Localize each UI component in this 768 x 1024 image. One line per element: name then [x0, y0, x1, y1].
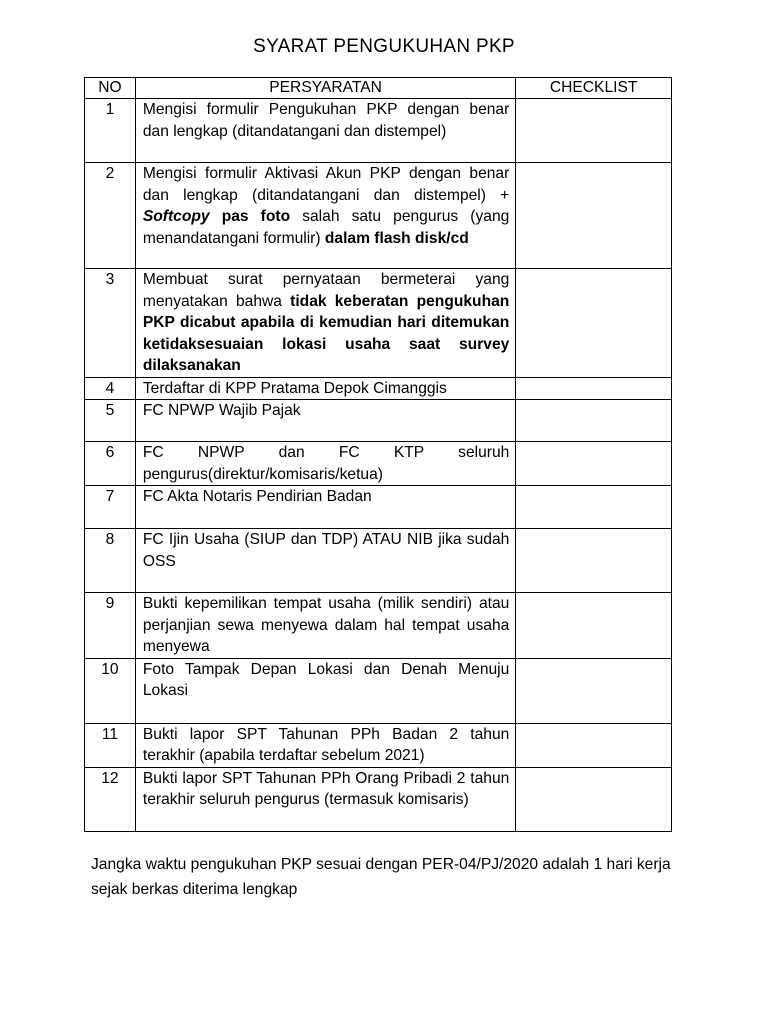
row-number: 7: [85, 486, 136, 529]
table-row: [85, 400, 672, 442]
row-requirement: [135, 486, 515, 529]
checklist-cell[interactable]: [516, 377, 672, 400]
requirement-text: FC Ijin Usaha (SIUP dan TDP) ATAU NIB jika sudah OSS: [142, 531, 510, 570]
requirement-text: pas foto: [209, 208, 291, 225]
table-row: [85, 529, 672, 593]
requirement-text: FC NPWP Wajib Pajak: [142, 402, 301, 419]
row-requirement: [135, 593, 515, 659]
row-requirement: [135, 377, 515, 400]
requirement-text: Foto Tampak Depan Lokasi dan Denah Menuju Lokasi: [142, 660, 510, 699]
row-number: 1: [85, 99, 136, 163]
table-row: [85, 658, 672, 723]
requirement-text: Softcopy: [142, 208, 210, 225]
checklist-cell[interactable]: [516, 163, 672, 269]
requirement-text: dalam flash disk/cd: [324, 229, 469, 247]
header-requirement: PERSYARATAN: [135, 78, 515, 99]
row-number: 12: [85, 767, 136, 831]
table-header-row: [85, 78, 672, 99]
table-row: [85, 163, 672, 269]
requirement-text: Terdaftar di KPP Pratama Depok Cimanggis: [142, 379, 447, 397]
row-number: 4: [85, 377, 136, 400]
checklist-cell[interactable]: [516, 593, 672, 659]
requirement-text: Bukti lapor SPT Tahunan PPh Badan 2 tahun terakhir (apabila terdaftar sebelum 2021): [142, 725, 510, 764]
row-requirement: [135, 442, 515, 486]
table-row: [85, 486, 672, 529]
requirement-text: salah satu pengurus (yang menandatangani formulir): [142, 208, 510, 247]
checklist-cell[interactable]: [516, 269, 672, 378]
requirement-text: tidak keberatan pengukuhan PKP dicabut apabila di kemudian hari ditemukan ketidaksesuaian lokasi usaha saat survey dilaksanakan: [142, 292, 510, 374]
requirement-text: Mengisi formulir Pengukuhan PKP dengan benar dan lengkap (ditandatangani dan distempel): [142, 101, 510, 140]
table-row: [85, 723, 672, 767]
footer-note: Jangka waktu pengukuhan PKP sesuai dengan PER-04/PJ/2020 adalah 1 hari kerja sejak berkas diterima lengkap: [91, 856, 671, 898]
checklist-cell[interactable]: [516, 486, 672, 529]
row-number: 11: [85, 723, 136, 767]
requirement-text: Mengisi formulir Aktivasi Akun PKP dengan benar dan lengkap (ditandatangani dan distempel) +: [142, 165, 510, 204]
row-requirement: [135, 400, 515, 442]
row-number: 3: [85, 269, 136, 378]
row-number: 5: [85, 400, 136, 442]
row-number: 2: [85, 163, 136, 269]
header-no: NO: [85, 78, 136, 99]
checklist-cell[interactable]: [516, 400, 672, 442]
requirement-text: FC NPWP dan FC KTP seluruh pengurus(direktur/komisaris/ketua): [142, 444, 510, 483]
header-checklist: CHECKLIST: [516, 78, 672, 99]
table-row: [85, 593, 672, 659]
checklist-cell[interactable]: [516, 99, 672, 163]
table-row: [85, 269, 672, 378]
row-requirement: [135, 99, 515, 163]
row-requirement: [135, 723, 515, 767]
table-row: [85, 442, 672, 486]
requirement-text: Membuat surat pernyataan bermeterai yang menyatakan bahwa: [142, 271, 510, 310]
row-requirement: [135, 529, 515, 593]
table-row: [85, 377, 672, 400]
checklist-cell[interactable]: [516, 529, 672, 593]
requirement-text: Bukti kepemilikan tempat usaha (milik sendiri) atau perjanjian sewa menyewa dalam hal tempat usaha menyewa: [142, 595, 510, 655]
checklist-cell[interactable]: [516, 442, 672, 486]
table-row: [85, 99, 672, 163]
row-number: 6: [85, 442, 136, 486]
document-title: SYARAT PENGUKUHAN PKP: [253, 36, 515, 57]
requirement-text: FC Akta Notaris Pendirian Badan: [142, 488, 372, 505]
requirements-body: [85, 99, 672, 832]
requirements-table: [84, 77, 672, 832]
row-requirement: [135, 269, 515, 378]
requirement-text: Bukti lapor SPT Tahunan PPh Orang Pribadi 2 tahun terakhir seluruh pengurus (termasuk komisaris): [142, 769, 510, 808]
checklist-cell[interactable]: [516, 767, 672, 831]
row-requirement: [135, 163, 515, 269]
row-number: 8: [85, 529, 136, 593]
checklist-cell[interactable]: [516, 658, 672, 723]
row-number: 10: [85, 658, 136, 723]
table-row: [85, 767, 672, 831]
checklist-cell[interactable]: [516, 723, 672, 767]
row-requirement: [135, 767, 515, 831]
row-requirement: [135, 658, 515, 723]
row-number: 9: [85, 593, 136, 659]
